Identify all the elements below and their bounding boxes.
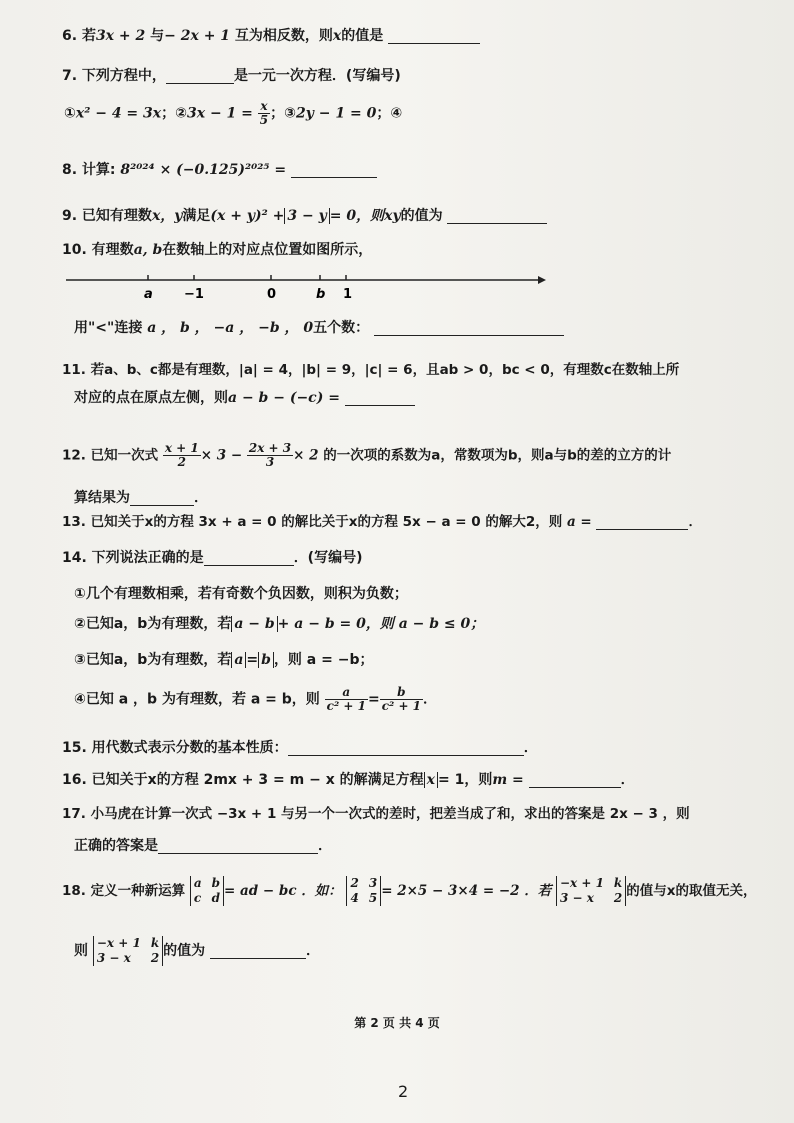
- fraction: $\frac{a}{\text{c² + 1}}$: [326, 685, 366, 713]
- question-14: 14. 下列说法正确的是 ．(写编号): [62, 550, 363, 566]
- question-7: 7. 下列方程中， 是一元一次方程．(写编号): [62, 68, 401, 84]
- question-9: 9. 已知有理数x，y满足(x + y)² + 3 − y = 0，则xy的值为: [62, 206, 547, 226]
- determinant: −x + 1 k 3 − x 2: [93, 936, 163, 966]
- statement-1: ①几个有理数相乘，若有奇数个负因数，则积为负数；: [74, 586, 408, 602]
- question-18-line2: 则 −x + 1 k 3 − x 2 的值为 ．: [74, 936, 321, 965]
- answer-blank-13[interactable]: [596, 513, 688, 530]
- question-10: 10. 有理数a, b在数轴上的对应点位置如图所示，: [62, 242, 373, 258]
- answer-blank-14[interactable]: [204, 549, 294, 566]
- answer-blank-10[interactable]: [374, 319, 564, 336]
- question-17-line2: 正确的答案是 ．: [74, 838, 332, 854]
- question-13: 13. 已知关于x的方程 3x + a = 0 的解比关于x的方程 5x − a = 0 的解大2，则 a = ．: [62, 514, 702, 530]
- statement-3: ③已知a，b为有理数，若 a = b ，则 a = −b；: [74, 652, 374, 668]
- answer-blank-9[interactable]: [447, 207, 547, 224]
- page-footer: 第 2 页 共 4 页: [354, 1016, 440, 1030]
- determinant: −x + 1 k 3 − x 2: [556, 876, 626, 906]
- fraction: $\frac{2x + 3}{3}$: [248, 441, 292, 469]
- question-12: 12. 已知一次式 $\frac{x + 1}{2}$ × 3 − $\frac{2x + 3}{3}$ × 2 的一次项的系数为a，常数项为b，则a与b的差的立方的计: [62, 441, 672, 469]
- tick-label-1: 1: [343, 287, 353, 302]
- answer-blank-11[interactable]: [345, 389, 415, 406]
- statement-2: ②已知a，b为有理数，若 a − b + a − b = 0，则 a − b ≤ 0；: [74, 616, 485, 632]
- question-11: 11. 若a、b、c都是有理数，|a| = 4，|b| = 9，|c| = 6，且ab > 0，bc < 0，有理数c在数轴上所: [62, 362, 680, 378]
- determinant: a b c d: [190, 876, 224, 906]
- answer-blank-12[interactable]: [130, 489, 194, 506]
- answer-blank-17[interactable]: [158, 837, 318, 854]
- tick-label-0: 0: [267, 287, 277, 302]
- page-number: 2: [398, 1082, 409, 1101]
- answer-blank-15[interactable]: [288, 739, 524, 756]
- answer-blank-16[interactable]: [529, 771, 621, 788]
- answer-blank-6[interactable]: [388, 27, 480, 44]
- fraction: $\frac{x + 1}{2}$: [164, 441, 199, 469]
- answer-blank-18[interactable]: [210, 942, 306, 959]
- number-line: [66, 268, 546, 302]
- fraction: $\frac{x}{5}$: [259, 99, 269, 127]
- question-6: 6. 若3x + 2 与− 2x + 1 互为相反数，则x的值是: [62, 26, 480, 46]
- question-12-line2: 算结果为 ．: [74, 490, 208, 506]
- question-10-task: 用"<"连接 a ， b ， −a ， −b ， 0五个数：: [74, 318, 564, 338]
- question-7-options: ①x² − 4 = 3x；②3x − 1 = $\frac{x}{5}$ ；③2y − 1 = 0；④: [64, 99, 403, 127]
- tick-label-b: b: [316, 287, 326, 302]
- question-11-line2: 对应的点在原点左侧，则a − b − (−c) =: [74, 388, 415, 408]
- tick-label-neg1: −1: [184, 287, 204, 302]
- tick-label-a: a: [144, 287, 153, 302]
- determinant: 2 3 4 5: [346, 876, 381, 906]
- answer-blank-8[interactable]: [291, 161, 377, 178]
- question-18: 18. 定义一种新运算 a b c d = ad − bc ．如： 2 3 4 5 = 2×5 − 3×4 = −2 ．若 −x + 1 k 3 − x 2 的值与x的取值无关，: [62, 876, 757, 905]
- question-17: 17. 小马虎在计算一次式 −3x + 1 与另一个一次式的差时，把差当成了和，求出的答案是 2x − 3 ，则: [62, 806, 690, 822]
- question-16: 16. 已知关于x的方程 2mx + 3 = m − x 的解满足方程 x = 1，则m = ．: [62, 772, 635, 788]
- question-15: 15. 用代数式表示分数的基本性质： ．: [62, 740, 538, 756]
- fraction: $\frac{b}{\text{c² + 1}}$: [381, 685, 422, 713]
- answer-blank-7[interactable]: [166, 67, 234, 84]
- statement-4: ④已知 a ，b 为有理数，若 a = b，则 $\frac{a}{\text{c² + 1}}$ = $\frac{b}{\text{c² + 1}}$ ．: [74, 685, 438, 713]
- question-8: 8. 计算: 8²⁰²⁴ × (−0.125)²⁰²⁵ =: [62, 160, 377, 180]
